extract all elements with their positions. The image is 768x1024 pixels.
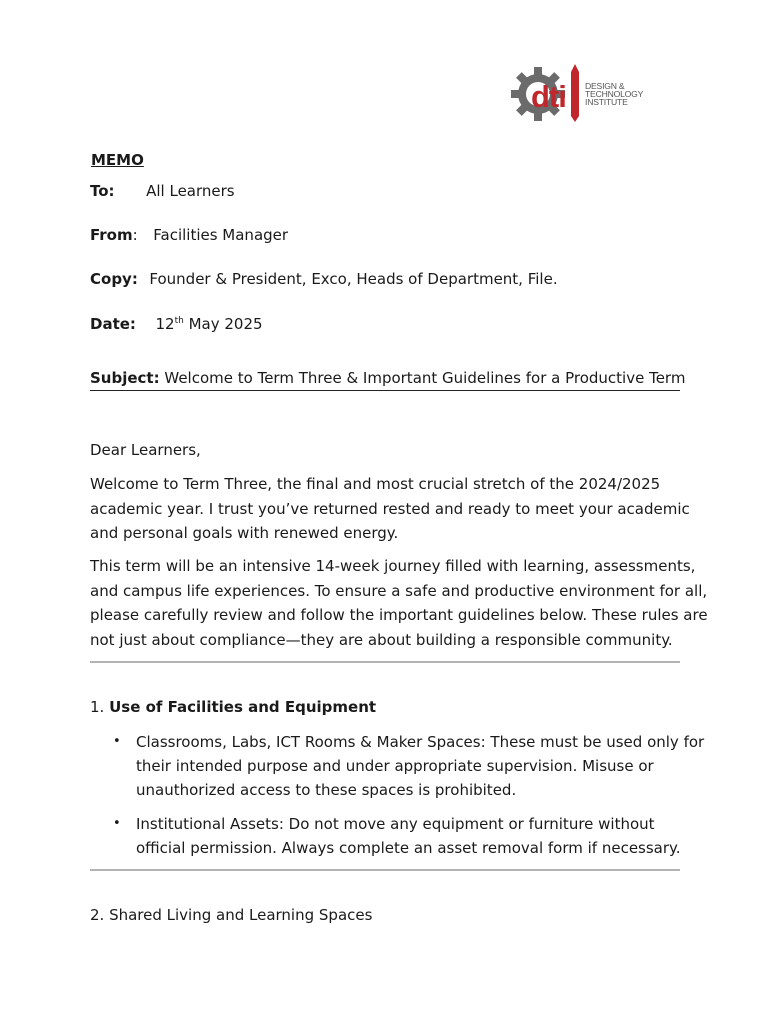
date-line [90, 314, 263, 334]
bullet-2-line-1: Institutional Assets: Do not move any equipment or furniture without [136, 815, 655, 833]
date-day: 12 [155, 315, 175, 333]
intro-line-1: Welcome to Term Three, the final and most crucial stretch of the 2024/2025 [90, 475, 661, 493]
salutation: Dear Learners, [90, 441, 201, 459]
intro-line-3: and personal goals with renewed energy. [90, 524, 399, 542]
copy-label: Copy: [90, 270, 138, 288]
logo-line-2: TECHNOLOGY [585, 89, 644, 99]
guidelines-line-1: This term will be an intensive 14-week journey filled with learning, assessments, [90, 557, 696, 575]
copy-value: Founder & President, Exco, Heads of Department, File. [149, 270, 558, 288]
copy-line [90, 269, 558, 289]
section-1-heading [90, 697, 376, 717]
bullet-icon: • [113, 816, 121, 831]
section-1-number: 1. [90, 698, 105, 716]
section-divider [90, 869, 680, 871]
from-label: From [90, 226, 133, 244]
list-item [90, 730, 705, 802]
logo-line-1: DESIGN & [585, 81, 625, 91]
section-2-heading: 2. Shared Living and Learning Spaces [90, 906, 373, 924]
section-divider [90, 661, 680, 663]
logo-wordmark [585, 82, 643, 106]
from-line [90, 225, 288, 245]
bullet-1-line-2: their intended purpose and under appropriate supervision. Misuse or [136, 757, 654, 775]
date-suffix: th [174, 316, 184, 326]
to-label: To: [90, 182, 115, 200]
dti-logo [508, 62, 672, 124]
subject-underline [90, 390, 680, 391]
list-item [90, 812, 690, 860]
guidelines-line-2: and campus life experiences. To ensure a safe and productive environment for all, [90, 581, 708, 600]
guidelines-line-3: please carefully review and follow the important guidelines below. These rules are [90, 606, 708, 624]
date-label: Date: [90, 315, 136, 333]
intro-line-2: academic year. I trust you’ve returned rested and ready to meet your academic [90, 499, 690, 518]
subject-value: Welcome to Term Three & Important Guidelines for a Productive Term [159, 369, 686, 387]
section-1-bullets [90, 730, 705, 860]
subject-line [90, 368, 685, 388]
guidelines-line-4: not just about compliance—they are about building a responsible community. [90, 630, 673, 649]
logo-mark-text: dti [531, 79, 566, 114]
guidelines-paragraph [90, 554, 708, 652]
section-1-title: Use of Facilities and Equipment [109, 698, 377, 716]
bullet-2-line-2: official permission. Always complete an asset removal form if necessary. [136, 839, 681, 857]
date-rest: May 2025 [183, 315, 263, 333]
bullet-icon: • [113, 734, 121, 749]
logo-line-3: INSTITUTE [585, 97, 628, 107]
bullet-1-line-3: unauthorized access to these spaces is prohibited. [136, 781, 517, 799]
memo-title: MEMO [91, 151, 144, 169]
intro-paragraph [90, 472, 690, 546]
from-value: Facilities Manager [153, 226, 289, 244]
bullet-1-line-1: Classrooms, Labs, ICT Rooms & Maker Spaces: These must be used only for [136, 733, 705, 751]
subject-label: Subject: [90, 369, 160, 387]
from-separator: : [132, 226, 138, 244]
to-line [90, 181, 235, 201]
to-value: All Learners [146, 182, 235, 200]
